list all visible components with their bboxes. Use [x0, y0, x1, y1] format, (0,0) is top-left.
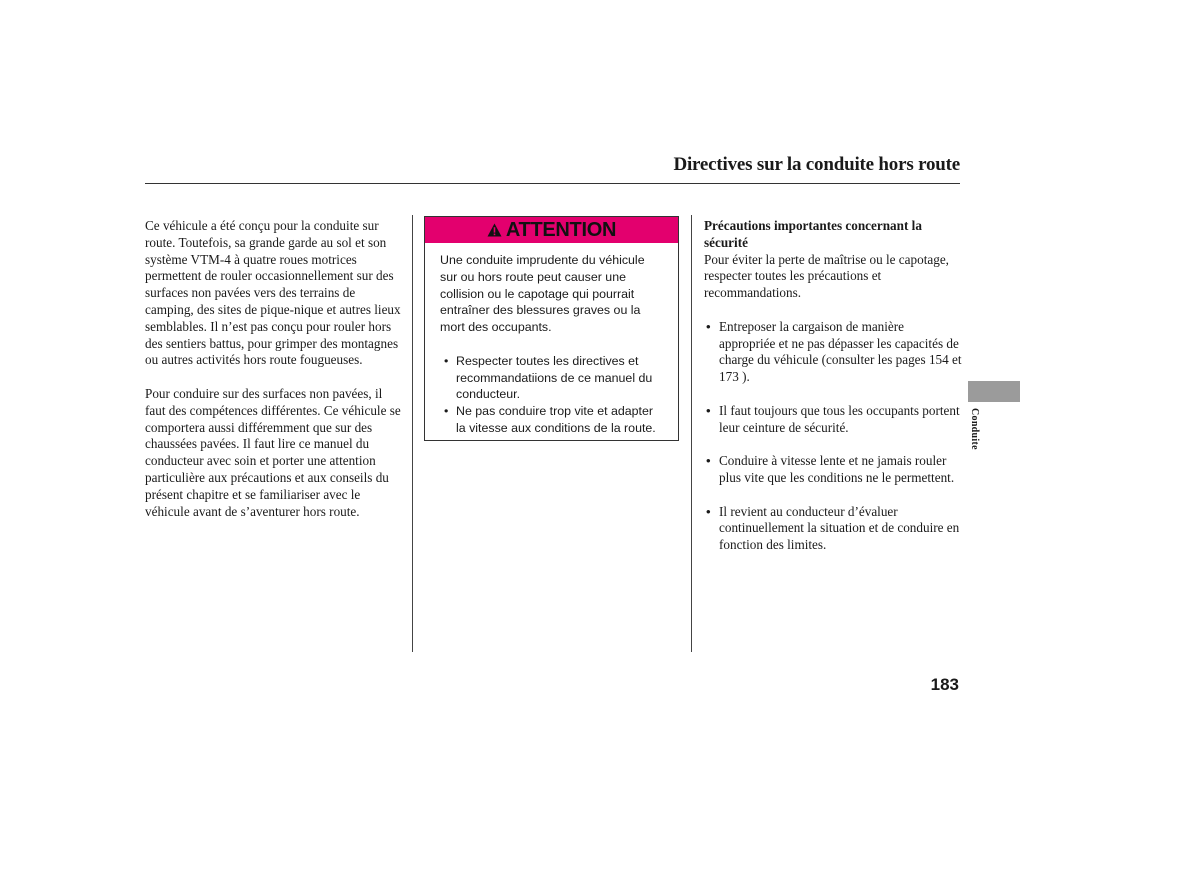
safety-bullet-text: Il faut toujours que tous les occupants portent leur ceinture de sécurité. — [719, 402, 960, 435]
attention-bullet — [440, 353, 664, 403]
column-divider — [691, 215, 692, 652]
page-title: Directives sur la conduite hors route — [673, 154, 960, 175]
attention-box — [424, 216, 679, 441]
attention-list — [440, 353, 664, 437]
safety-heading: Précautions importantes concernant la sécurité — [704, 218, 922, 250]
safety-bullet — [704, 453, 962, 487]
intro-column — [145, 218, 403, 537]
attention-intro: Une conduite imprudente du véhicule sur ou hors route peut causer une collision ou le capotage qui pourrait entraîner des blessures graves ou la mort des occupants. — [440, 253, 645, 335]
section-tab-label: Conduite — [969, 408, 980, 450]
safety-bullet-text: Il revient au conducteur d’évaluer continuellement la situation et de conduire en fonction des limites. — [719, 503, 960, 553]
safety-list — [704, 319, 962, 554]
intro-paragraph-2: Pour conduire sur des surfaces non pavées, il faut des compétences différentes. Ce véhicule se comportera aussi différemment que sur des chaussées pavées. Il faut lire ce manuel du conducteur avec soin et porter une attention particulière aux précautions et aux conseils du présent chapitre et se familiariser avec le véhicule avant de s’aventurer hors route. — [145, 385, 401, 519]
page-number: 183 — [930, 675, 959, 694]
attention-bullet — [440, 403, 664, 437]
safety-bullet — [704, 319, 962, 386]
safety-column — [704, 218, 962, 571]
intro-paragraph-1: Ce véhicule a été conçu pour la conduite sur route. Toutefois, sa grande garde au sol et son système VTM-4 à quatre roues motrices permettent de rouler occasionnellement sur des surfaces non pavées vers des terrains de camping, des sites de pique-nique et autres lieux semblables. Il n’est pas conçu pour rouler hors des sentiers battus, pour grimper des montagnes ou autres activités hors route fougueuses. — [145, 218, 401, 368]
bullet-icon: • — [444, 353, 449, 368]
safety-intro: Pour éviter la perte de maîtrise ou le capotage, respecter toutes les précautions et recommandations. — [704, 251, 949, 301]
warning-triangle-icon — [487, 223, 502, 237]
safety-bullet — [704, 504, 962, 554]
bullet-icon: • — [706, 503, 711, 519]
safety-bullet-text: Entreposer la cargaison de manière appropriée et ne pas dépasser les capacités de charge du véhicule (consulter les pages 154 et 173 ). — [719, 318, 962, 385]
attention-body — [425, 243, 678, 437]
bullet-icon: • — [706, 402, 711, 418]
section-tab — [968, 381, 1020, 402]
attention-bullet-text: Ne pas conduire trop vite et adapter la vitesse aux conditions de la route. — [456, 404, 656, 435]
bullet-icon: • — [706, 318, 711, 334]
header-rule — [145, 183, 960, 184]
attention-header — [425, 217, 678, 243]
safety-bullet-text: Conduire à vitesse lente et ne jamais rouler plus vite que les conditions ne le permettent. — [719, 453, 955, 485]
bullet-icon: • — [444, 404, 449, 419]
attention-bullet-text: Respecter toutes les directives et recommandatiions de ce manuel du conducteur. — [456, 353, 653, 402]
safety-bullet — [704, 403, 962, 437]
column-divider — [412, 215, 413, 652]
attention-title: ATTENTION — [505, 218, 617, 241]
bullet-icon: • — [706, 453, 711, 469]
